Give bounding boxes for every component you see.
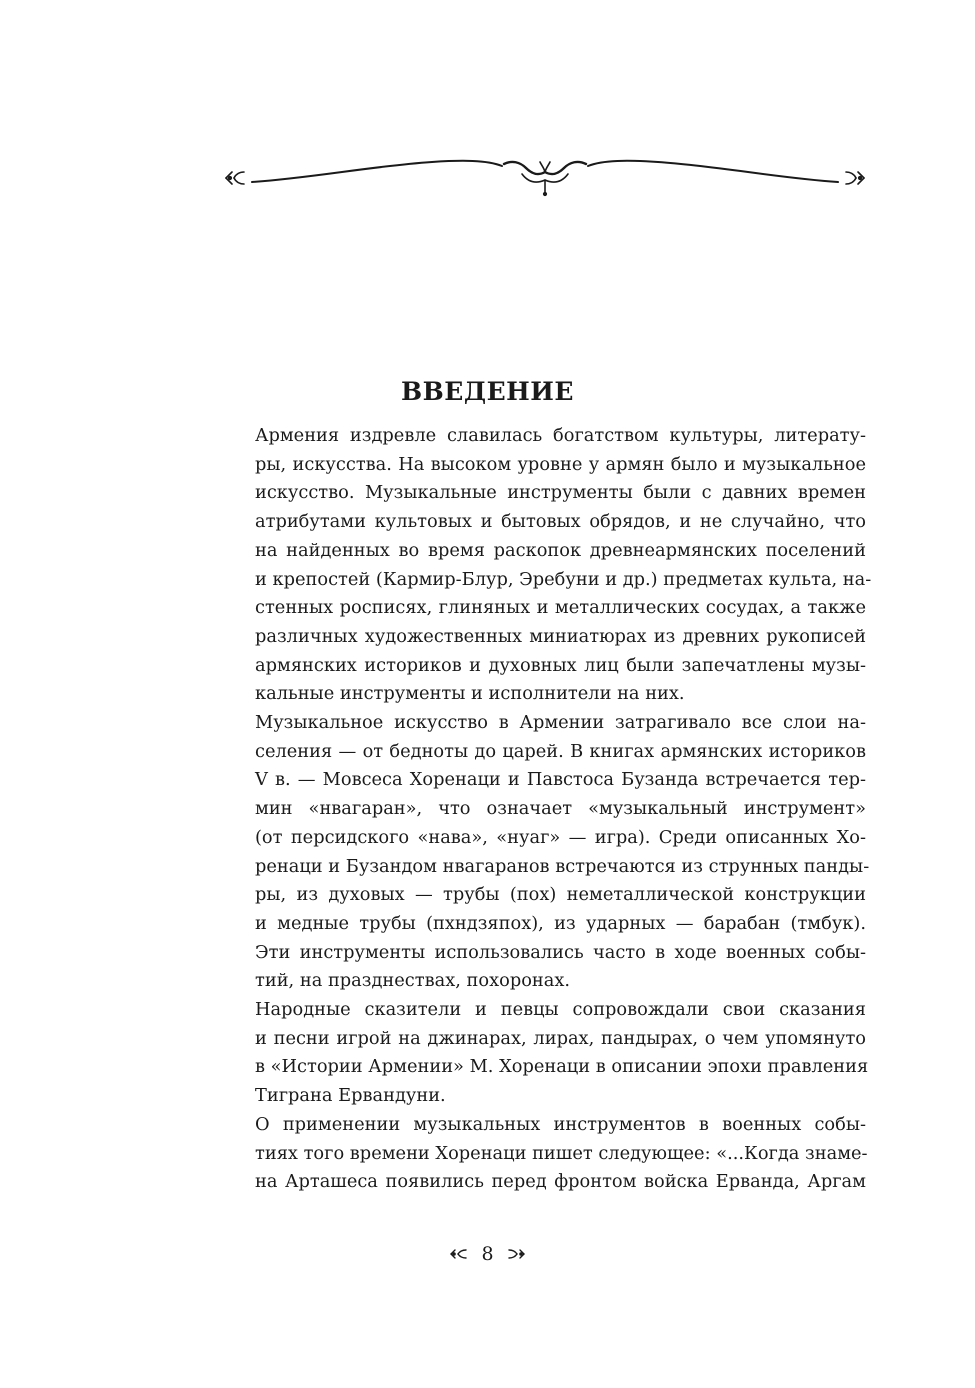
page-number: 8 xyxy=(481,1243,494,1265)
page-number-ornament-left-icon xyxy=(449,1247,471,1261)
text-line: селения — от бедноты до царей. В книгах армянских историков xyxy=(255,740,866,762)
text-line: в «Истории Армении» М. Хоренаци в описании эпохи правления xyxy=(255,1056,869,1078)
text-line: тиях того времени Хоренаци пишет следующее: «...Когда знаме- xyxy=(255,1142,868,1164)
text-line: тий, на празднествах, похоронах. xyxy=(255,970,571,992)
text-line: Тиграна Ервандуни. xyxy=(255,1085,446,1107)
text-line: V в. — Мовсеса Хоренаци и Павстоса Бузанда встречается тер- xyxy=(255,769,866,791)
text-line: ры, искусства. На высоком уровне у армян было и музыкальное xyxy=(255,453,866,475)
text-line: Армения издревле славилась богатством культуры, литерату- xyxy=(255,425,866,446)
text-line: атрибутами культовых и бытовых обрядов, и не случайно, что xyxy=(255,511,866,533)
text-line: Музыкальное искусство в Армении затрагивало все слои на- xyxy=(255,712,866,734)
chapter-title: ВВЕДЕНИЕ xyxy=(401,376,574,406)
text-line: Эти инструменты использовались часто в ходе военных собы- xyxy=(255,941,866,963)
text-line: на Арташеса появились перед фронтом войска Ерванда, Аргам xyxy=(255,1171,866,1193)
text-line: искусство. Музыкальные инструменты были с давних времен xyxy=(255,482,866,504)
text-line: и песни игрой на джинарах, лирах, пандырах, о чем упомянуто xyxy=(255,1027,866,1049)
page-number-ornament-right-icon xyxy=(504,1247,526,1261)
text-line: О применении музыкальных инструментов в военных собы- xyxy=(255,1113,866,1135)
text-line: Народные сказители и певцы сопровождали свои сказания xyxy=(255,999,866,1021)
text-line: на найденных во время раскопок древнеармянских поселений xyxy=(255,539,866,561)
text-line: мин «нвагаран», что означает «музыкальный инструмент» xyxy=(255,798,866,820)
text-line: ренаци и Бузандом нвагаранов встречаются из струнных панды- xyxy=(255,855,870,877)
text-line: кальные инструменты и исполнители на них. xyxy=(255,683,685,705)
text-line: различных художественных миниатюрах из древних рукописей xyxy=(255,625,866,647)
paragraph-1 xyxy=(224,422,872,709)
text-line: стенных росписях, глиняных и металлических сосудах, а также xyxy=(255,597,866,619)
text-line: ры, из духовых — трубы (пох) неметаллической конструкции xyxy=(255,884,866,906)
page-number-block xyxy=(0,1242,975,1265)
paragraph-3 xyxy=(224,996,869,1111)
paragraph-4 xyxy=(224,1111,866,1197)
text-line: и медные трубы (пхндзяпох), из ударных — барабан (тмбук). xyxy=(255,912,866,934)
text-line: и крепостей (Кармир-Блур, Эребуни и др.) предметах культа, на- xyxy=(255,568,872,590)
text-line: (от персидского «нава», «нуаг» — игра). Среди описанных Хо- xyxy=(255,826,866,848)
body-text xyxy=(224,422,872,1197)
text-line: армянских историков и духовных лиц были запечатлены музы- xyxy=(255,654,866,676)
decorative-header-ornament xyxy=(222,150,868,202)
paragraph-2 xyxy=(224,709,870,996)
